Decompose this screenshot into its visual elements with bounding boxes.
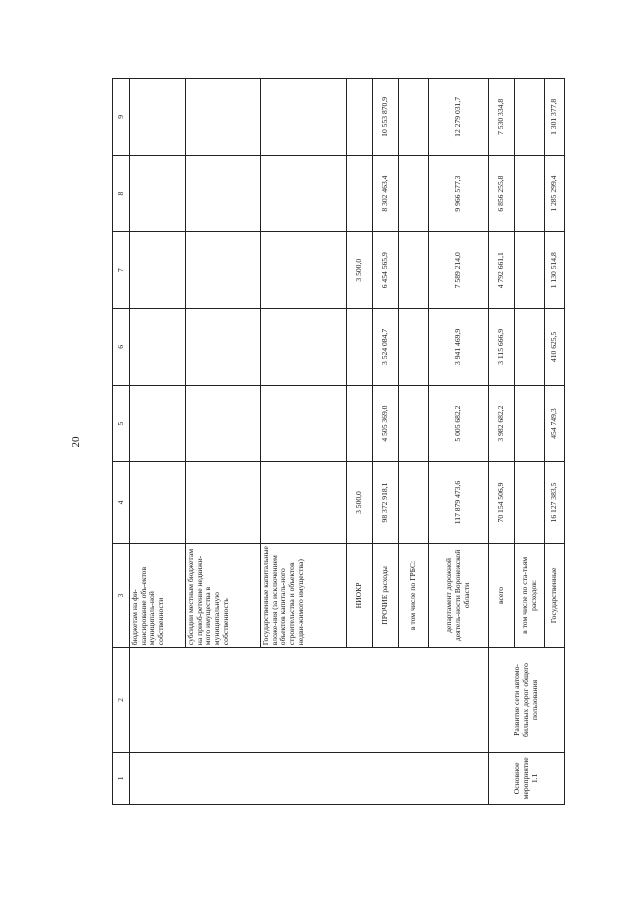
cell-value <box>347 79 373 156</box>
page-number: 20 <box>70 436 82 448</box>
cell-value <box>515 309 545 386</box>
table-row <box>130 79 186 805</box>
cell-value <box>399 385 429 462</box>
cell-value: 7 589 214,0 <box>429 232 489 309</box>
header-cell: 1 <box>113 752 130 804</box>
cell-value: 410 625,5 <box>545 309 565 386</box>
cell-expense-type: НИОКР <box>347 543 373 648</box>
cell-value <box>515 232 545 309</box>
cell-value <box>186 155 261 232</box>
cell-value <box>261 155 347 232</box>
cell-value: 12 279 031,7 <box>429 79 489 156</box>
cell-value: 4 505 369,0 <box>373 385 399 462</box>
cell-value: 1 285 299,4 <box>545 155 565 232</box>
header-cell: 7 <box>113 232 130 309</box>
cell-value: 454 749,3 <box>545 385 565 462</box>
cell-value: 7 530 334,8 <box>489 79 515 156</box>
table-row <box>489 79 515 805</box>
cell-value <box>347 309 373 386</box>
cell-value: 3 115 666,9 <box>489 309 515 386</box>
cell-value <box>261 385 347 462</box>
cell-value <box>515 462 545 543</box>
cell-value <box>515 385 545 462</box>
cell-activity-name: Развитие сети автомо-бильных дорог общего пользования <box>489 648 565 753</box>
cell-value: 3 982 682,2 <box>489 385 515 462</box>
cell-value: 70 154 506,9 <box>489 462 515 543</box>
cell-empty-col1 <box>130 752 489 804</box>
cell-expense-type: в том числе по ГРБС: <box>399 543 429 648</box>
header-cell: 5 <box>113 385 130 462</box>
header-cell: 6 <box>113 309 130 386</box>
cell-value: 3 524 084,7 <box>373 309 399 386</box>
cell-expense-type: Государственные <box>545 543 565 648</box>
cell-value: 117 879 473,6 <box>429 462 489 543</box>
cell-value: 3 500,0 <box>347 232 373 309</box>
cell-activity-number: Основное мероприятие 1.1 <box>489 752 565 804</box>
cell-expense-type: в том числе по ста-тьям расходов: <box>515 543 545 648</box>
cell-value <box>399 232 429 309</box>
cell-value: 3 941 469,9 <box>429 309 489 386</box>
cell-value: 10 553 870,9 <box>373 79 399 156</box>
cell-value <box>399 79 429 156</box>
cell-value <box>130 79 186 156</box>
cell-value <box>399 309 429 386</box>
cell-value <box>347 155 373 232</box>
cell-value <box>261 79 347 156</box>
cell-value <box>130 155 186 232</box>
cell-value: 8 302 463,4 <box>373 155 399 232</box>
cell-value <box>186 385 261 462</box>
cell-value <box>515 155 545 232</box>
cell-value: 9 966 577,3 <box>429 155 489 232</box>
cell-value <box>130 309 186 386</box>
cell-value <box>186 232 261 309</box>
cell-expense-type: бюджетам на фи-нансирование объ-ектов муниципаль-ной собственности <box>130 543 186 648</box>
cell-value <box>130 232 186 309</box>
cell-value <box>261 462 347 543</box>
cell-value <box>399 462 429 543</box>
header-cell: 4 <box>113 462 130 543</box>
cell-value <box>130 385 186 462</box>
cell-value <box>399 155 429 232</box>
header-cell: 3 <box>113 543 130 648</box>
cell-value: 98 372 918,1 <box>373 462 399 543</box>
cell-value: 4 792 661,1 <box>489 232 515 309</box>
cell-value <box>186 309 261 386</box>
cell-value: 1 301 377,8 <box>545 79 565 156</box>
cell-expense-type: Государственные капитальные вложе-ния (за исключением объектов капиталь-ного строительства и объектов недви-жимого имущества) <box>261 543 347 648</box>
cell-expense-type: ПРОЧИЕ расходы <box>373 543 399 648</box>
cell-value <box>130 462 186 543</box>
cell-value <box>515 79 545 156</box>
budget-table-container <box>112 78 559 805</box>
cell-value: 5 005 682,2 <box>429 385 489 462</box>
cell-value <box>347 385 373 462</box>
budget-table <box>112 78 565 805</box>
cell-expense-type: всего <box>489 543 515 648</box>
cell-value <box>186 79 261 156</box>
cell-value: 1 130 514,8 <box>545 232 565 309</box>
cell-value: 6 856 255,8 <box>489 155 515 232</box>
cell-expense-type: департамент дорожной деятель-ности Воронежской области <box>429 543 489 648</box>
header-cell: 9 <box>113 79 130 156</box>
cell-value <box>186 462 261 543</box>
cell-value: 16 127 383,5 <box>545 462 565 543</box>
header-row <box>113 79 130 805</box>
header-cell: 2 <box>113 648 130 753</box>
cell-empty-col2 <box>130 648 489 753</box>
header-cell: 8 <box>113 155 130 232</box>
cell-value: 3 500,0 <box>347 462 373 543</box>
cell-value: 6 454 565,9 <box>373 232 399 309</box>
cell-expense-type: субсидии местным бюджетам на приоб-ретение недвижи-мого имущества в муниципальную собственность <box>186 543 261 648</box>
cell-value <box>261 232 347 309</box>
cell-value <box>261 309 347 386</box>
